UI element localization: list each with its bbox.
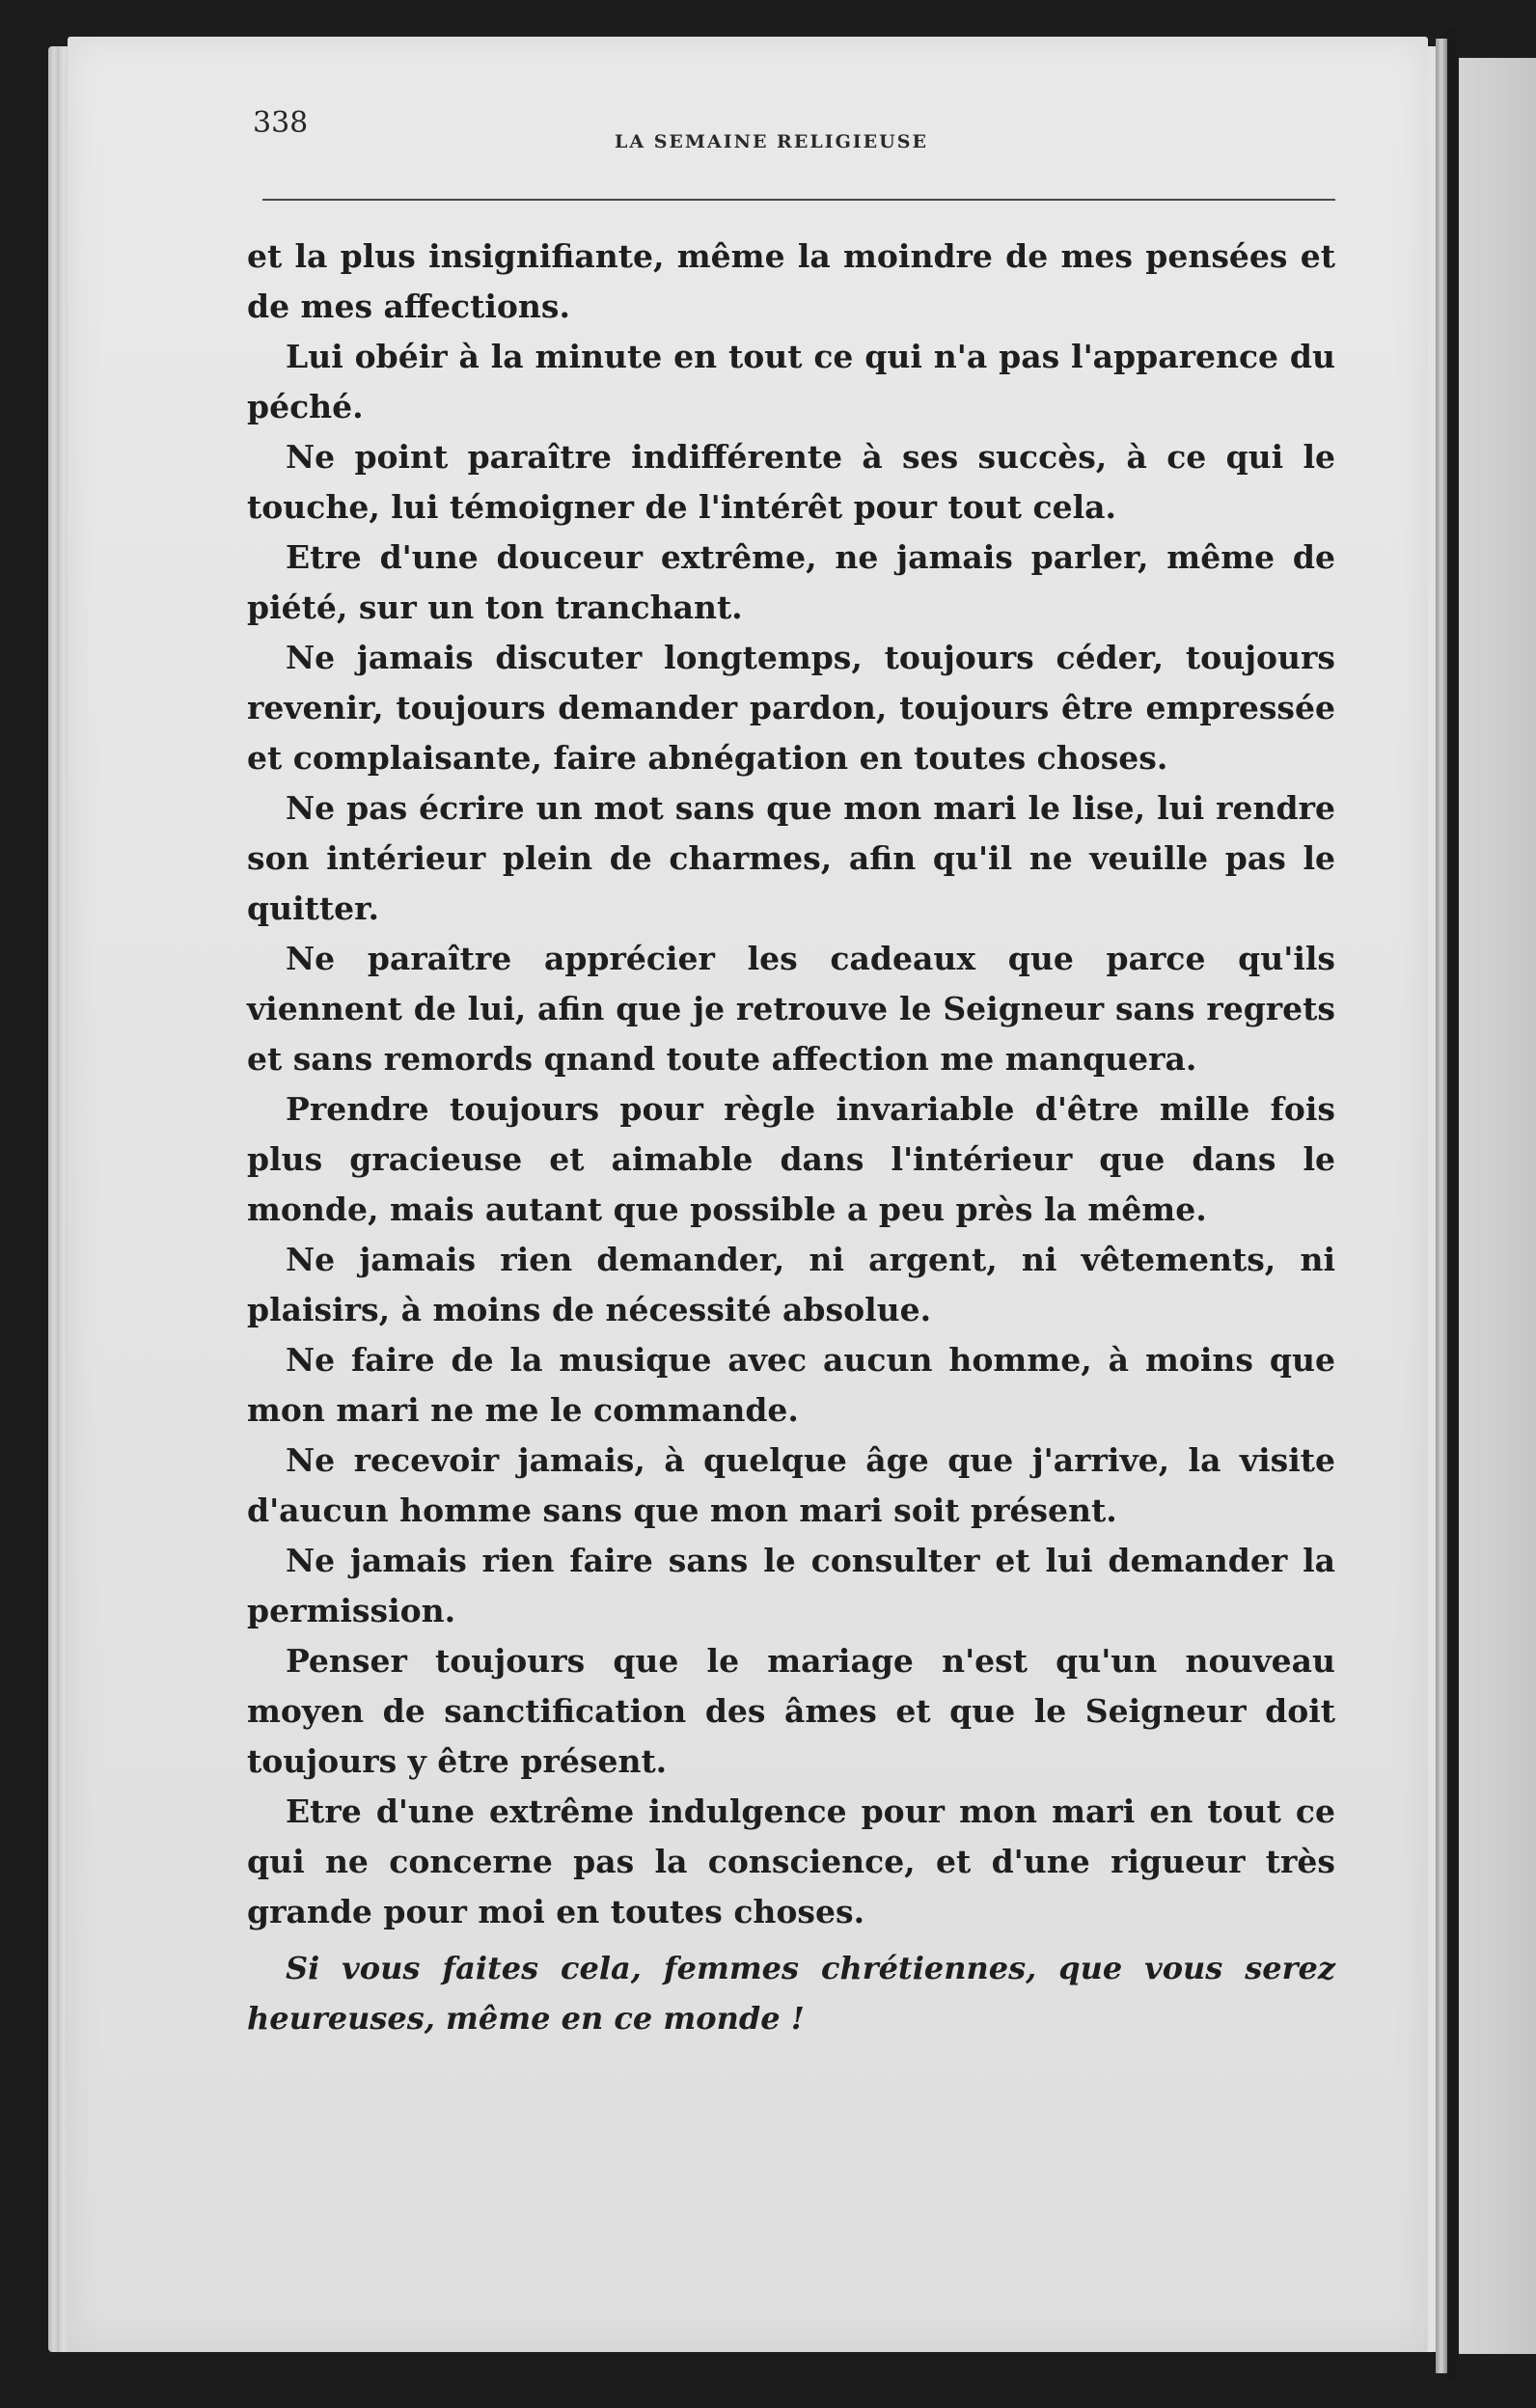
paragraph: et la plus insignifiante, même la moindre de mes pensées et de mes affections. [247,237,1335,325]
running-title: LA SEMAINE RELIGIEUSE [615,131,928,152]
paragraph: Ne pas écrire un mot sans que mon mari le lise, lui rendre son intérieur plein de charmes, afin qu'il ne veuille pas le quitter. [247,789,1335,927]
paragraph: Penser toujours que le mariage n'est qu'un nouveau moyen de sanctification des âmes et que le Seigneur doit toujours y être présent. [247,1642,1335,1780]
paragraph: Ne jamais rien demander, ni argent, ni vêtements, ni plaisirs, à moins de nécessité absolue. [247,1241,1335,1328]
paragraph: Lui obéir à la minute en tout ce qui n'a pas l'apparence du péché. [247,338,1335,425]
book-gutter [1447,29,1457,2379]
paragraph: Ne point paraître indifférente à ses succès, à ce qui le touche, lui témoigner de l'intérêt pour tout cela. [247,438,1335,526]
page-edge-strip [1436,39,1447,2373]
paragraph: Etre d'une douceur extrême, ne jamais parler, même de piété, sur un ton tranchant. [247,538,1335,626]
paragraph: Ne recevoir jamais, à quelque âge que j'arrive, la visite d'aucun homme sans que mon mari soit présent. [247,1441,1335,1529]
paragraph: Ne jamais discuter longtemps, toujours céder, toujours revenir, toujours demander pardon, toujours être empressée et complaisante, faire abnégation en toutes choses. [247,639,1335,777]
paragraph: Ne jamais rien faire sans le consulter et lui demander la permission. [247,1542,1335,1629]
body-text [247,232,1335,2043]
page-number: 338 [253,106,309,140]
header-rule [262,199,1335,201]
paragraph: Ne faire de la musique avec aucun homme, à moins que mon mari ne me le commande. [247,1341,1335,1429]
paragraph: Prendre toujours pour règle invariable d'être mille fois plus gracieuse et aimable dans l'intérieur que dans le monde, mais autant que possible a peu près la même. [247,1090,1335,1228]
paragraph: Ne paraître apprécier les cadeaux que parce qu'ils viennent de lui, afin que je retrouve le Seigneur sans regrets et sans remords qnand toute affection me manquera. [247,940,1335,1078]
page-header [253,106,1333,154]
paragraph: Etre d'une extrême indulgence pour mon mari en tout ce qui ne concerne pas la conscience, et d'une rigueur très grande pour moi en toutes choses. [247,1792,1335,1930]
facing-page-edge [1459,58,1536,2354]
closing-italic-paragraph: Si vous faites cela, femmes chrétiennes, que vous serez heureuses, même en ce monde ! [247,1950,1335,2037]
